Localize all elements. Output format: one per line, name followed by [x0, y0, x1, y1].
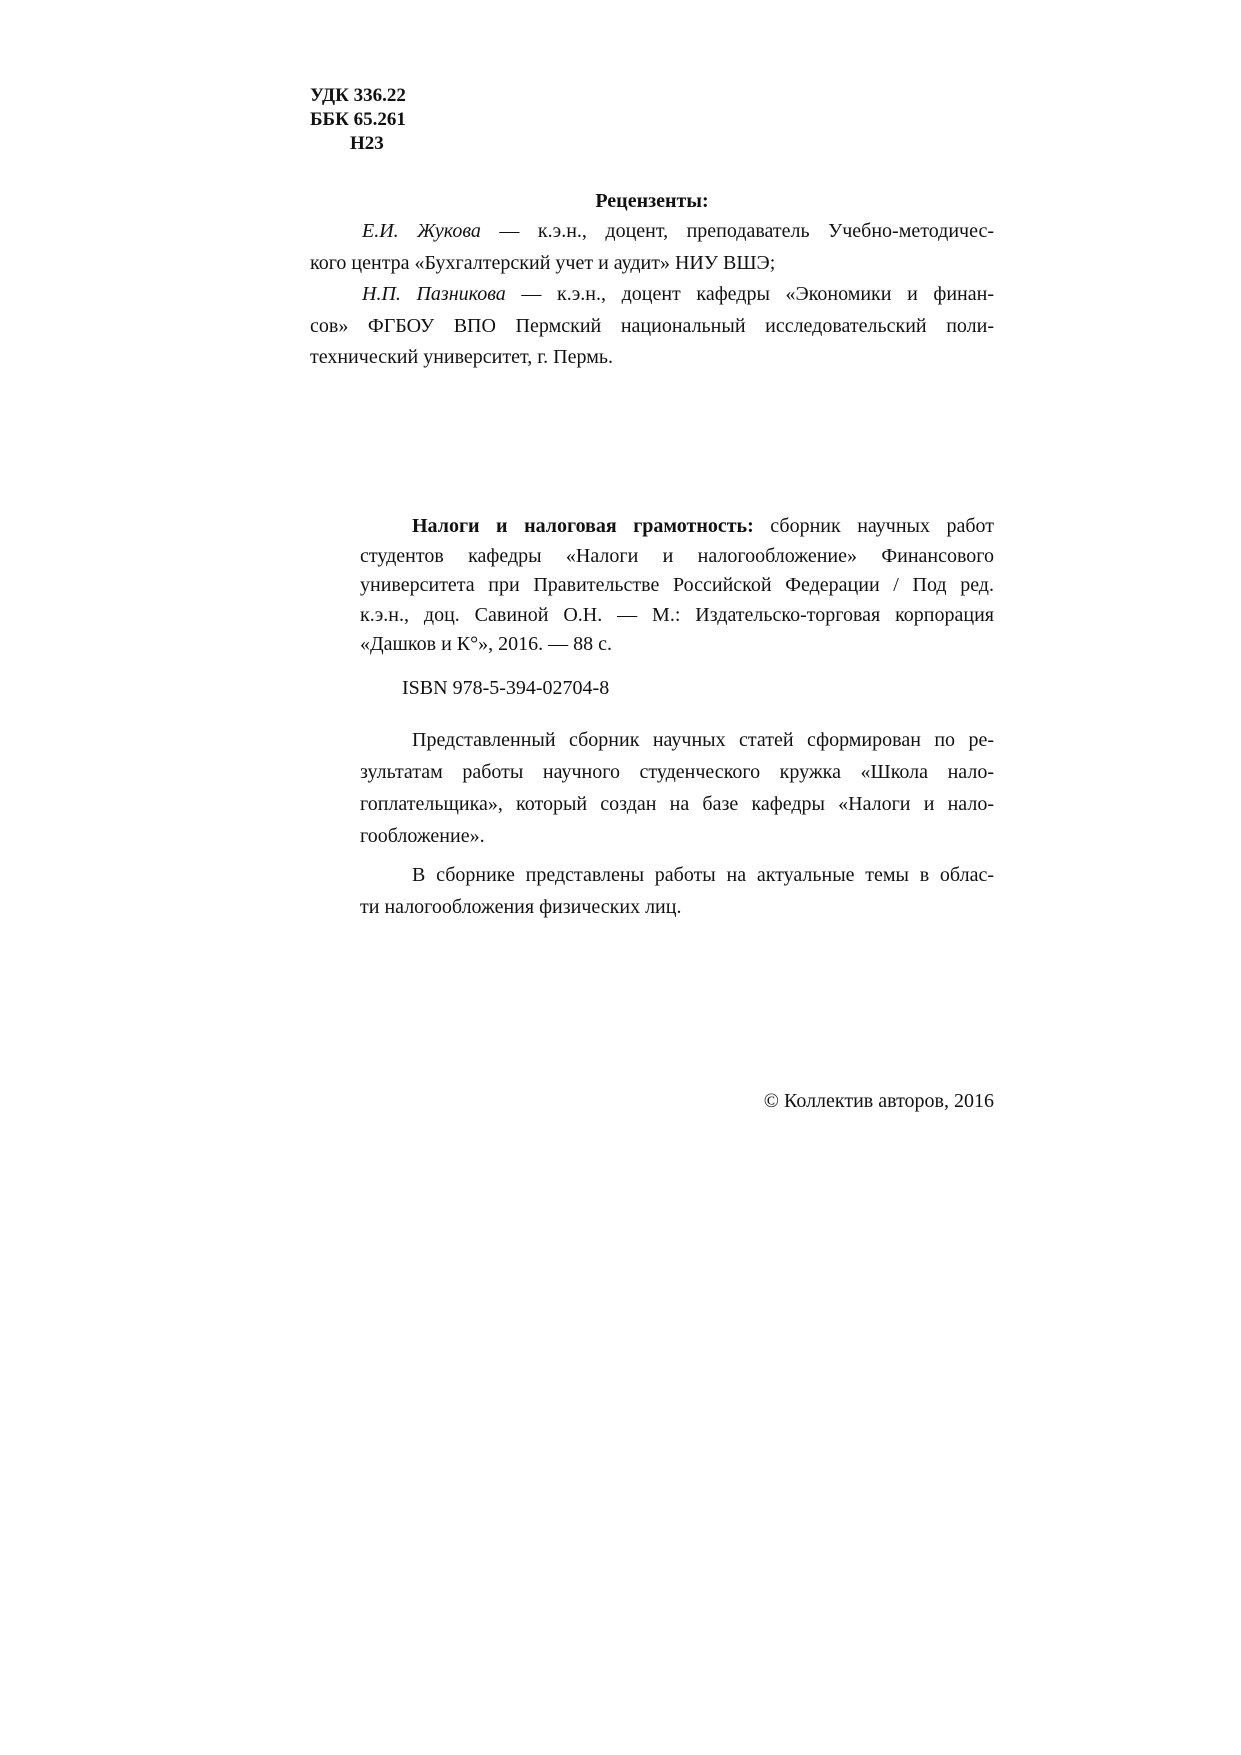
book-title: Налоги и налоговая грамотность: — [412, 515, 754, 537]
reviewer-name: Н.П. Пазникова — [362, 283, 506, 305]
annotation-line: Представленный сборник научных статей сформирован по ре- — [412, 729, 994, 751]
reviewer-details: — к.э.н., доцент кафедры «Экономики и финан- — [505, 283, 994, 305]
annotation-line: гообложение». — [360, 825, 485, 847]
annotation-line: зультатам работы научного студенческого кружка «Школа нало- — [360, 761, 994, 783]
annotation-line: В сборнике представлены работы на актуальные темы в облас- — [412, 864, 994, 886]
bib-line: к.э.н., доц. Савиной О.Н. — М.: Издательско-торговая корпорация — [360, 603, 994, 626]
copyright-notice: © Коллектив авторов, 2016 — [763, 1090, 994, 1112]
bib-line: студентов кафедры «Налоги и налогообложение» Финансового — [360, 544, 994, 567]
bbk-code: ББК 65.261 — [310, 109, 406, 130]
annotation-paragraph — [360, 859, 994, 923]
udk-code: УДК 336.22 — [310, 85, 406, 106]
reviewer-line — [310, 279, 994, 311]
book-subtitle: сборник научных работ — [753, 515, 995, 537]
reviewers-list — [310, 216, 994, 374]
annotation-line: ти налогообложения физических лиц. — [360, 896, 682, 918]
reviewer-entry — [310, 216, 994, 279]
classification-codes — [310, 84, 406, 156]
annotation-line: гоплательщика», который создан на базе кафедры «Налоги и нало- — [360, 793, 994, 815]
reviewers-heading: Рецензенты: — [595, 190, 709, 212]
annotation — [360, 724, 994, 930]
isbn: ISBN 978-5-394-02704-8 — [402, 677, 610, 699]
reviewer-line: технический университет, г. Пермь. — [310, 346, 613, 368]
bib-line — [360, 512, 994, 542]
author-mark: Н23 — [350, 133, 384, 154]
annotation-paragraph — [360, 724, 994, 852]
reviewer-line: кого центра «Бухгалтерский учет и аудит» НИУ ВШЭ; — [310, 251, 776, 274]
reviewer-name: Е.И. Жукова — [362, 220, 481, 242]
reviewer-line: сов» ФГБОУ ВПО Пермский национальный исследовательский поли- — [310, 314, 994, 337]
reviewer-entry — [310, 279, 994, 374]
bib-line: университета при Правительстве Российской Федерации / Под ред. — [360, 574, 994, 596]
bibliographic-description — [360, 512, 994, 660]
reviewer-details: — к.э.н., доцент, преподаватель Учебно-методичес- — [480, 220, 995, 242]
bib-line: «Дашков и К°», 2016. — 88 с. — [360, 633, 612, 655]
reviewer-line — [310, 216, 994, 248]
